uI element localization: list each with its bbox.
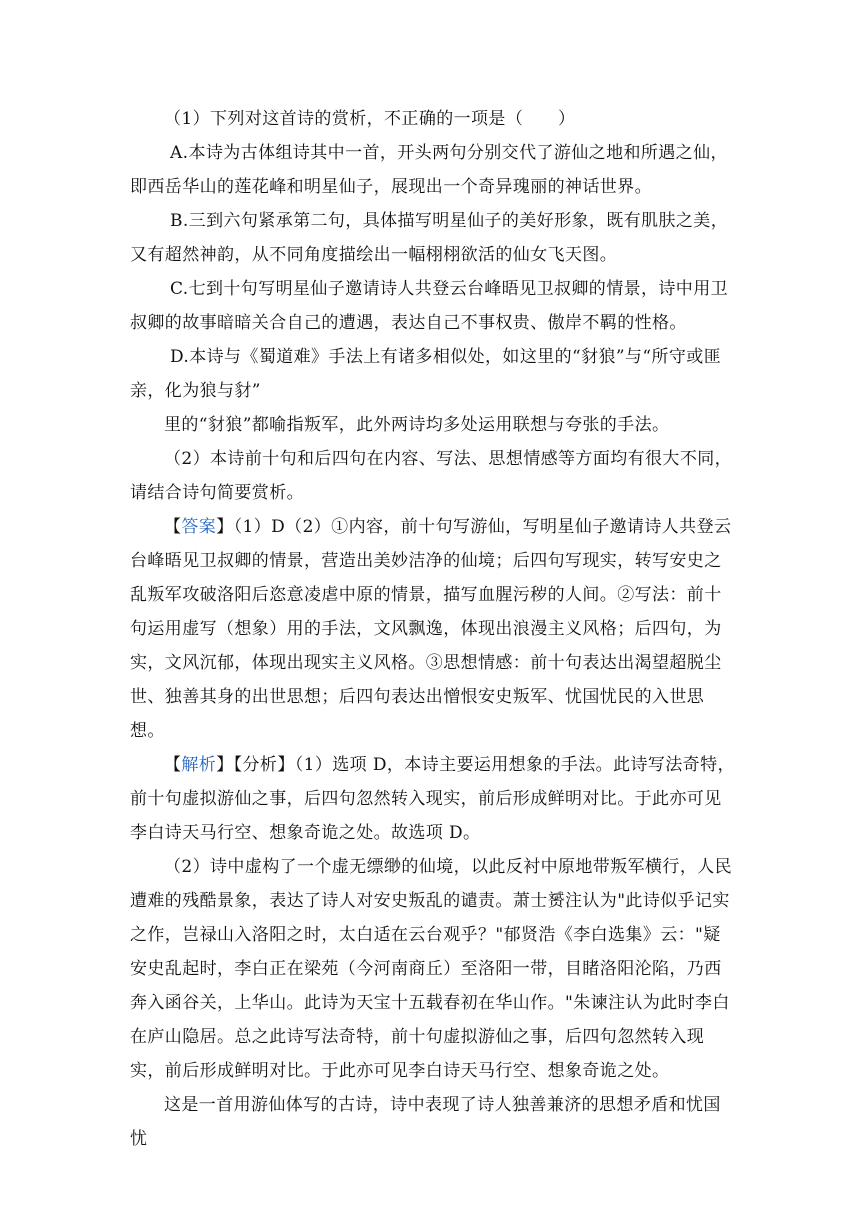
option-d-line1: D.本诗与《蜀道难》手法上有诸多相似处，如这里的“豺狼”与“所守或匪亲，化为狼与豺” (130, 347, 722, 401)
answer-text: （1）D（2）①内容，前十句写游仙，写明星仙子邀请诗人共登云台峰晤见卫叔卿的情景，营造出美妙洁净的仙境；后四句写现实，转写安史之乱叛军攻破洛阳后恣意凌虐中原的情景，描写血腥污秽的人间。②写法：前十句运用虚写（想象）用的手法，文风飘逸，体现出浪漫主义风格；后四句，为实，文风沉郁，体现出现实主义风格。③思想情感：前十句表达出渴望超脱尘世、独善其身的出世思想；后四句表达出憎恨安史叛军、忧国忧民的入世思想。 (130, 517, 732, 741)
question-2-stem: （2）本诗前十句和后四句在内容、写法、思想情感等方面均有很大不同，请结合诗句简要赏析。 (130, 449, 733, 503)
analysis-paragraph-2: （2）诗中虚构了一个虚无缥缈的仙境，以此反衬中原地带叛军横行，人民遭难的残酷景象，表达了诗人对安史叛乱的谴责。萧士赟注认为"此诗似乎记实之作，岂禄山入洛阳之时，太白适在云台观乎？"郁贤浩《李白选集》云："疑安史乱起时，李白正在梁苑（今河南商丘）至洛阳一带，目睹洛阳沦陷，乃西奔入函谷关，上华山。此诗为天宝十五载春初在华山作。"朱谏注认为此时李白在庐山隐居。总之此诗写法奇特，前十句虚拟游仙之事，后四句忽然转入现实，前后形成鲜明对比。于此亦可见李白诗天马行空、想象奇诡之处。 (130, 857, 733, 1081)
answer-paragraph (130, 510, 738, 748)
analysis-text: 【分析】（1）选项 D，本诗主要运用想象的手法。此诗写法奇特，前十句虚拟游仙之事，后四句忽然转入现实，前后形成鲜明对比。于此亦可见李白诗天马行空、想象奇诡之处。故选项 D。 (130, 755, 735, 843)
analysis-open-bracket: 【 (164, 755, 182, 775)
option-a: A.本诗为古体组诗其中一首，开头两句分别交代了游仙之地和所遇之仙，即西岳华山的莲花峰和明星仙子，展现出一个奇异瑰丽的神话世界。 (130, 143, 728, 197)
analysis-paragraph-3: 这是一首用游仙体写的古诗，诗中表现了诗人独善兼济的思想矛盾和忧国忧 (130, 1095, 721, 1149)
page-content (130, 102, 738, 1156)
answer-close-bracket: 】 (216, 517, 234, 537)
question-1-stem: （1）下列对这首诗的赏析，不正确的一项是（ ） (164, 109, 576, 129)
option-d-line2: 里的“豺狼”都喻指叛军，此外两诗均多处运用联想与夸张的手法。 (164, 415, 670, 435)
analysis-close-bracket: 】 (216, 755, 234, 775)
analysis-paragraph (130, 748, 738, 850)
answer-label: 答案 (181, 517, 217, 537)
analysis-label: 解析 (181, 755, 217, 775)
answer-open-bracket: 【 (164, 517, 182, 537)
option-c: C.七到十句写明星仙子邀请诗人共登云台峰晤见卫叔卿的情景，诗中用卫叔卿的故事暗暗关合自己的遭遇，表达自己不事权贵、傲岸不羁的性格。 (130, 279, 729, 333)
option-b: B.三到六句紧承第二句，具体描写明星仙子的美好形象，既有肌肤之美，又有超然神韵，从不同角度描绘出一幅栩栩欲活的仙女飞天图。 (130, 211, 729, 265)
